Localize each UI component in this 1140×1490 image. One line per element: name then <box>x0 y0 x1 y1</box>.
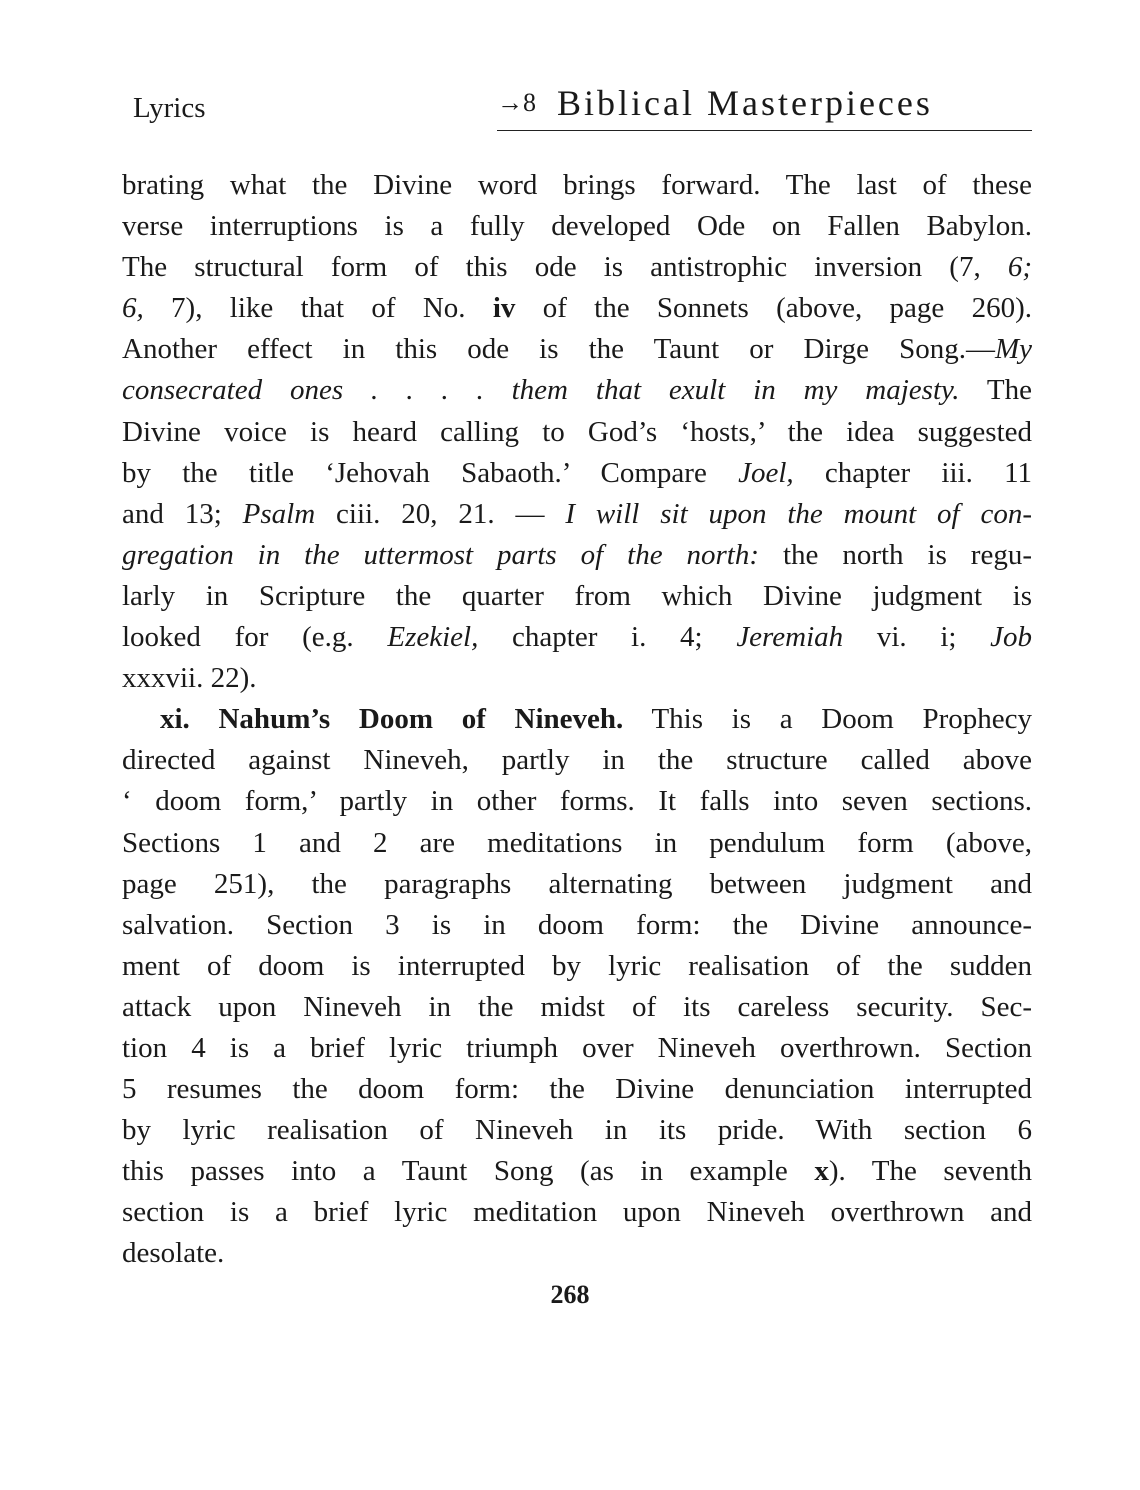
text-line <box>122 1192 1032 1233</box>
text-run: the north is regu- <box>759 538 1032 571</box>
text-line <box>122 987 1032 1028</box>
text-run: ). The seventh <box>828 1155 1032 1188</box>
text-run: Another effect in this ode is the Taunt or Dirge Song.— <box>122 333 995 366</box>
text-line <box>122 453 1032 494</box>
text-run: verse interruptions is a fully developed Ode on Fallen Babylon. <box>122 210 1032 243</box>
text-line <box>122 864 1032 905</box>
italic-text: My <box>994 333 1032 366</box>
text-line <box>122 370 1032 411</box>
text-run: by the title ‘Jehovah Sabaoth.’ Compare <box>122 456 739 489</box>
bold-text: x <box>814 1155 829 1188</box>
italic-text: I will sit upon the mount of con- <box>565 497 1032 530</box>
text-run: by lyric realisation of Nineveh in its pride. With section 6 <box>122 1114 1032 1147</box>
text-line <box>122 1028 1032 1069</box>
bold-text: xi. Nahum’s Doom of Nineveh. <box>160 703 624 736</box>
text-run: this passes into a Taunt Song (as in example <box>122 1155 815 1188</box>
text-line <box>122 617 1032 658</box>
text-run: chapter iii. 11 <box>793 456 1032 489</box>
text-run: section is a brief lyric meditation upon Nineveh overthrown and <box>122 1196 1032 1229</box>
text-run: ciii. 20, 21. — <box>315 497 566 530</box>
text-line <box>122 165 1032 206</box>
italic-text: consecrated ones . . . . them that exult in my majesty. <box>122 374 960 407</box>
ornament-icon: →8 <box>497 88 536 117</box>
running-head-title: Biblical Masterpieces <box>557 83 933 123</box>
italic-text: Jeremiah <box>736 621 844 654</box>
text-run: ment of doom is interrupted by lyric realisation of the sudden <box>122 949 1032 982</box>
text-line <box>122 535 1032 576</box>
text-line <box>122 206 1032 247</box>
italic-text: Psalm <box>242 497 316 530</box>
italic-text: Job <box>990 621 1033 654</box>
text-line <box>122 905 1032 946</box>
text-line <box>122 412 1032 453</box>
text-run: vi. i; <box>843 621 991 654</box>
paragraph <box>122 165 1032 699</box>
text-line <box>122 1069 1032 1110</box>
text-line <box>122 946 1032 987</box>
text-run: salvation. Section 3 is in doom form: the Divine announce- <box>122 908 1032 941</box>
italic-text: 6, <box>122 292 144 325</box>
text-run: ‘ doom form,’ partly in other forms. It falls into seven sections. <box>122 785 1032 818</box>
text-run: desolate. <box>122 1237 225 1270</box>
text-run: Sections 1 and 2 are meditations in pendulum form (above, <box>122 826 1032 859</box>
italic-text: gregation in the uttermost parts of the north: <box>122 538 760 571</box>
text-line <box>122 329 1032 370</box>
running-head <box>0 0 1140 140</box>
text-line <box>122 288 1032 329</box>
running-head-section: Lyrics <box>133 92 206 124</box>
page-number: 268 <box>550 1280 590 1309</box>
running-head-title-block <box>497 82 1032 131</box>
text-run: chapter i. 4; <box>478 621 737 654</box>
text-line <box>122 1233 1032 1274</box>
paragraph <box>122 699 1032 1274</box>
text-run: The <box>959 374 1033 407</box>
text-line <box>122 658 1032 699</box>
text-line <box>122 740 1032 781</box>
text-run: page 251), the paragraphs alternating between judgment and <box>122 867 1032 900</box>
text-run: directed against Nineveh, partly in the structure called above <box>122 744 1032 777</box>
text-run: brating what the Divine word brings forward. The last of these <box>122 169 1032 201</box>
italic-text: Joel, <box>738 456 794 489</box>
text-run: tion 4 is a brief lyric triumph over Nineveh overthrown. Section <box>122 1031 1032 1064</box>
text-run: and 13; <box>122 497 243 530</box>
text-run: of the Sonnets (above, page 260). <box>515 292 1032 325</box>
text-line <box>122 494 1032 535</box>
text-run: This is a Doom Prophecy <box>623 703 1032 736</box>
text-run: attack upon Nineveh in the midst of its careless security. Sec- <box>122 990 1032 1023</box>
text-run: The structural form of this ode is antistrophic inversion (7, <box>122 251 1008 284</box>
text-run: Divine voice is heard calling to God’s ‘hosts,’ the idea suggested <box>122 415 1032 448</box>
text-run: xxxvii. 22). <box>122 662 257 695</box>
text-run: 5 resumes the doom form: the Divine denunciation interrupted <box>122 1073 1032 1106</box>
text-run: larly in Scripture the quarter from which Divine judgment is <box>122 579 1032 612</box>
text-line <box>122 823 1032 864</box>
text-run: 7), like that of No. <box>143 292 493 325</box>
italic-text: 6; <box>1007 251 1032 284</box>
italic-text: Ezekiel, <box>387 621 479 654</box>
text-line <box>122 699 1032 740</box>
text-line <box>122 781 1032 822</box>
text-line <box>122 576 1032 617</box>
text-line <box>122 247 1032 288</box>
body-text <box>122 165 1032 1275</box>
text-line <box>122 1110 1032 1151</box>
text-line <box>122 1151 1032 1192</box>
bold-text: iv <box>492 292 516 325</box>
text-run: looked for (e.g. <box>122 621 388 654</box>
